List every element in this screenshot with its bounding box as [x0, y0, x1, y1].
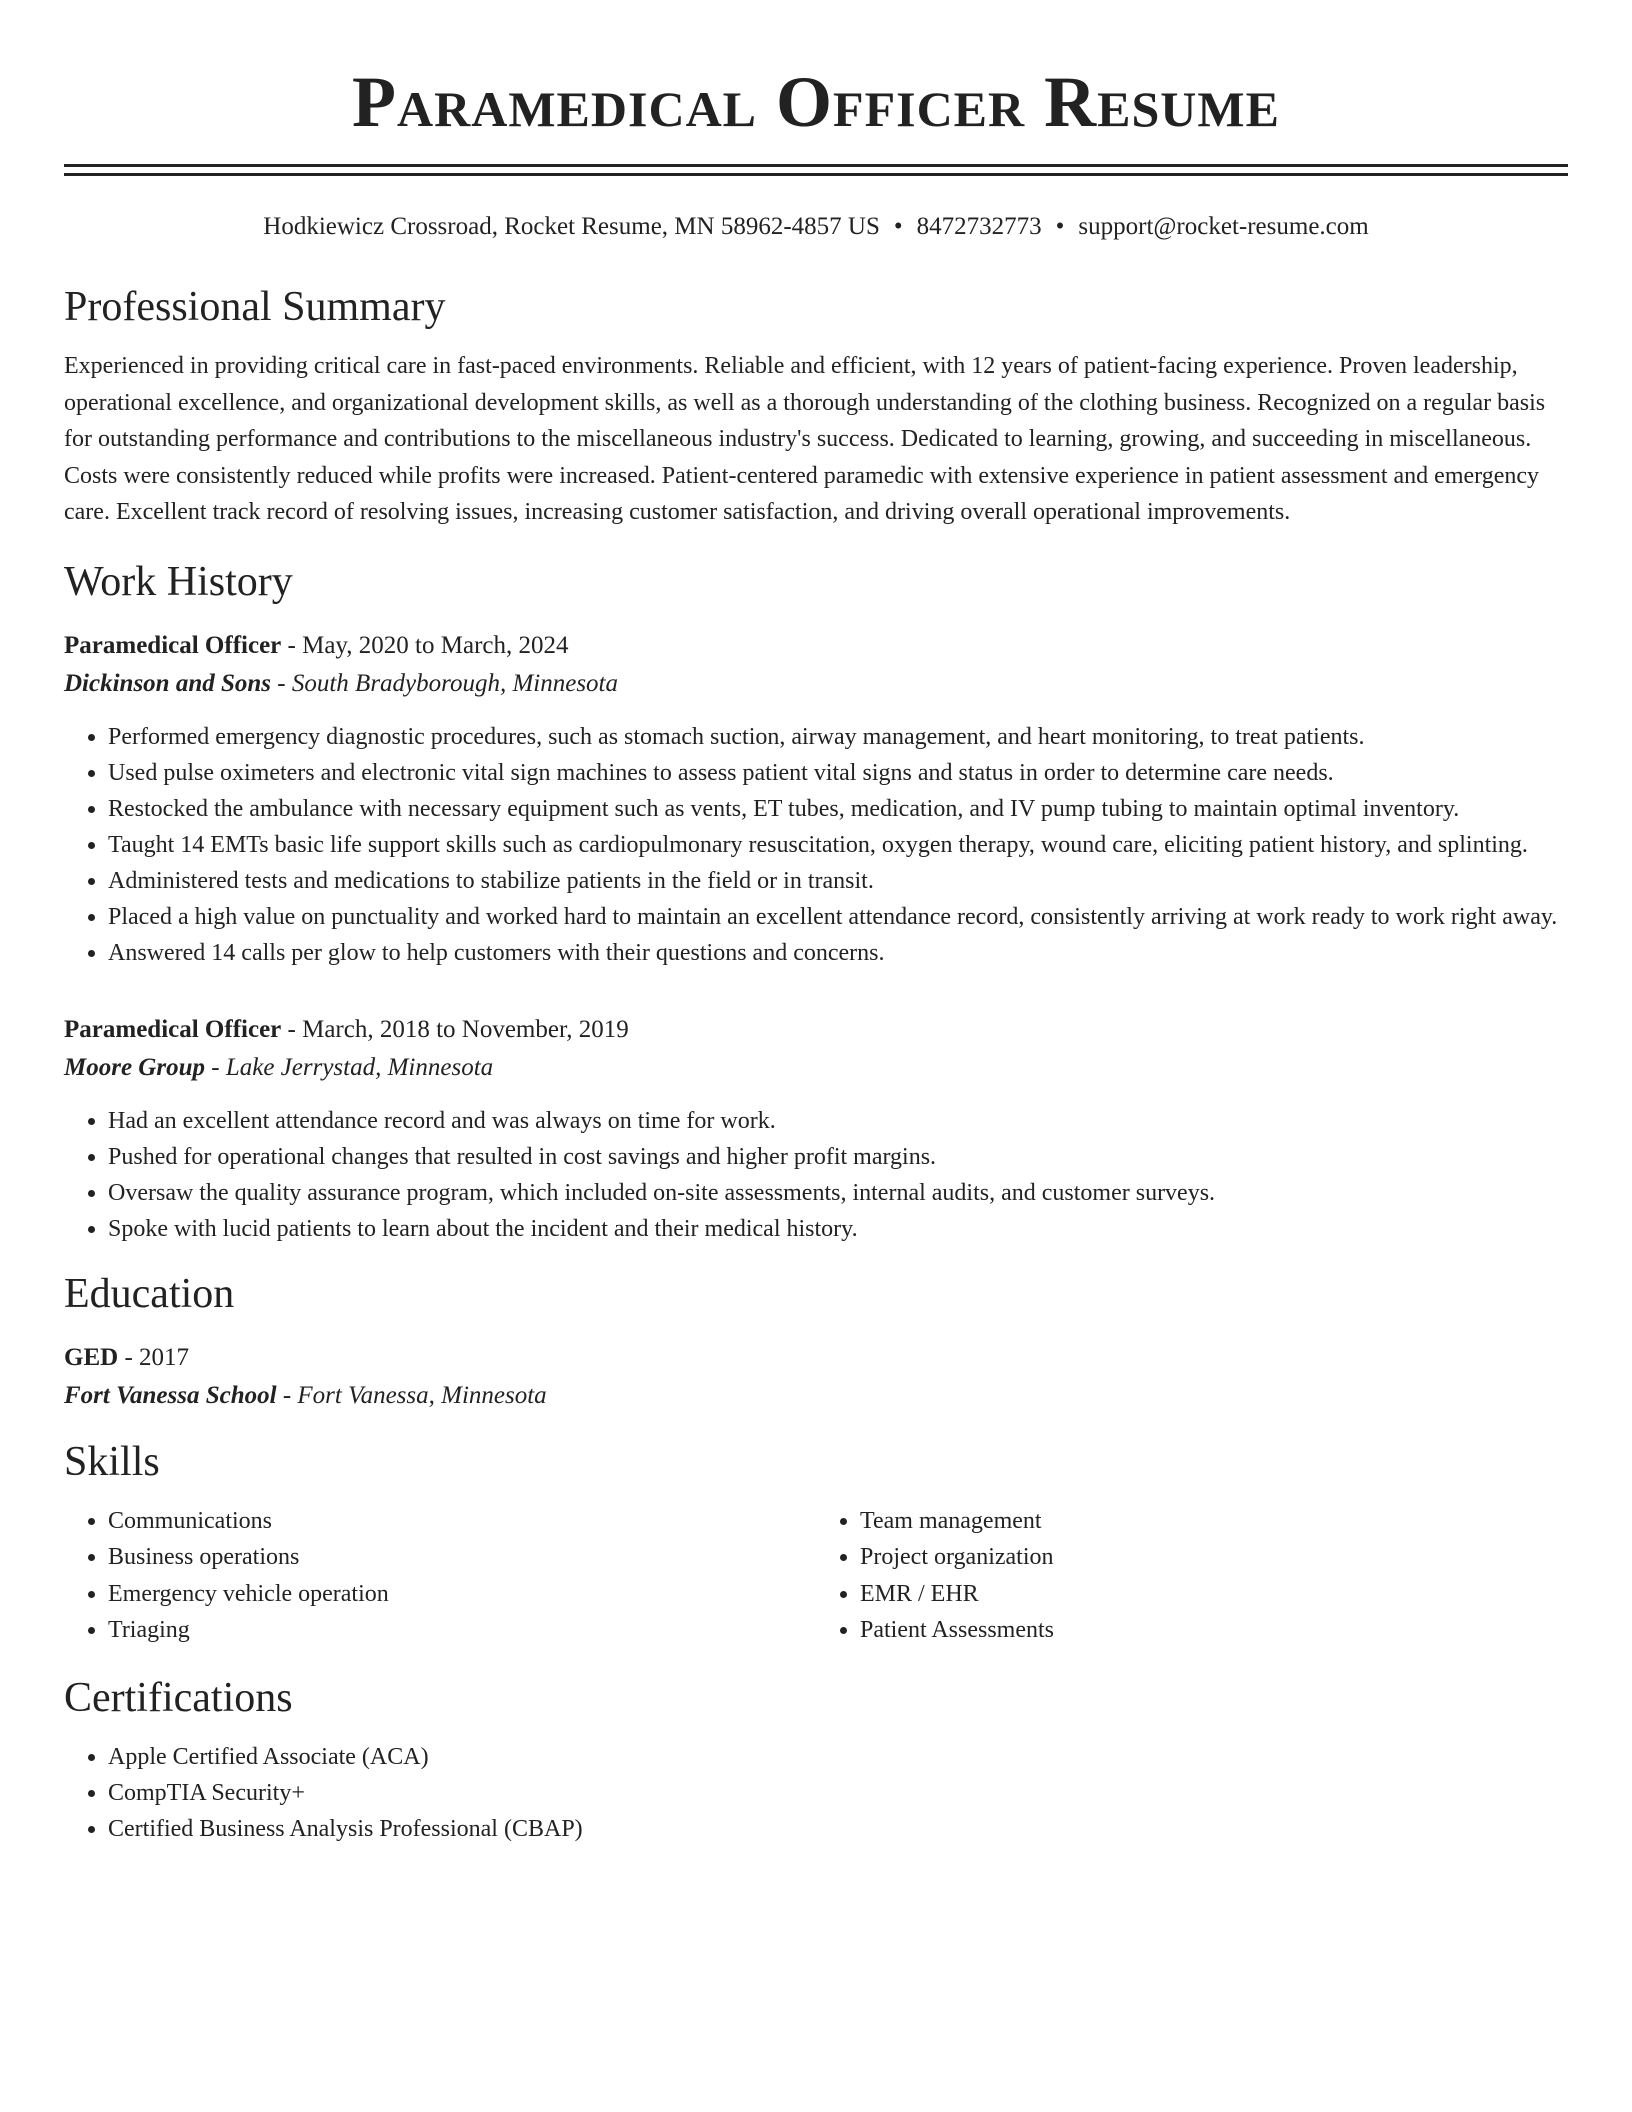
skill-item: • Business operations: [108, 1539, 816, 1576]
certifications-heading: Certifications: [64, 1674, 293, 1721]
list-item: • Spoke with lucid patients to learn about the incident and their medical history.: [108, 1211, 1568, 1247]
skills-list-right: [816, 1503, 1568, 1649]
skill-item: • Emergency vehicle operation: [108, 1576, 816, 1613]
skills-list-left: [64, 1503, 816, 1649]
degree-year: - 2017: [118, 1343, 190, 1371]
job-entry: [64, 1011, 1568, 1247]
list-item: • Used pulse oximeters and electronic vital sign machines to assess patient vital signs and status in order to determine care needs.: [108, 755, 1568, 791]
list-item: • Placed a high value on punctuality and worked hard to maintain an excellent attendance record, consistently arriving at work ready to work right away.: [108, 899, 1568, 935]
job-title: Paramedical Officer: [64, 631, 282, 659]
summary-text: Experienced in providing critical care in fast-paced environments. Reliable and efficient, with 12 years of patient-facing experience. Proven leadership, operational excellence, and organizational development skills, as well as a thorough understanding of the clothing business. Recognized on a regular basis for outstanding performance and contributions to the miscellaneous industry's success. Dedicated to learning, growing, and succeeding in miscellaneous. Costs were consistently reduced while profits were increased. Patient-centered paramedic with extensive experience in patient assessment and emergency care. Excellent track record of resolving issues, increasing customer satisfaction, and driving overall operational improvements.: [64, 353, 1546, 525]
list-item: • Taught 14 EMTs basic life support skills such as cardiopulmonary resuscitation, oxygen therapy, wound care, eliciting patient history, and splinting.: [108, 827, 1568, 863]
contact-separator: •: [1055, 213, 1065, 240]
skill-item: • Patient Assessments: [860, 1612, 1568, 1649]
degree-line: [64, 1339, 1568, 1377]
skill-item: • EMR / EHR: [860, 1576, 1568, 1613]
title-divider-bottom: [64, 173, 1568, 176]
list-item: • Pushed for operational changes that resulted in cost savings and higher profit margins.: [108, 1139, 1568, 1175]
contact-email: support@rocket-resume.com: [1078, 213, 1369, 240]
skill-item: • Project organization: [860, 1539, 1568, 1576]
education-entry: [64, 1339, 1568, 1415]
skills-heading: Skills: [64, 1438, 160, 1485]
list-item: • Restocked the ambulance with necessary equipment such as vents, ET tubes, medication, and IV pump tubing to maintain optimal inventory.: [108, 791, 1568, 827]
skill-item: • Team management: [860, 1503, 1568, 1540]
school-name: Fort Vanessa School: [64, 1381, 277, 1409]
contact-separator: •: [893, 213, 903, 240]
job-title-line: [64, 627, 1568, 665]
job-entry: [64, 627, 1568, 971]
job-company: Dickinson and Sons: [64, 669, 272, 697]
job-location: - Lake Jerrystad, Minnesota: [205, 1053, 494, 1081]
title-divider-top: [64, 164, 1568, 167]
job-company-line: [64, 1049, 1568, 1087]
job-dates: - May, 2020 to March, 2024: [281, 631, 569, 659]
school-line: [64, 1377, 1568, 1415]
skill-item: • Communications: [108, 1503, 816, 1540]
education-heading: Education: [64, 1270, 235, 1317]
list-item: • Answered 14 calls per glow to help customers with their questions and concerns.: [108, 935, 1568, 971]
job-title-line: [64, 1011, 1568, 1049]
school-location: - Fort Vanessa, Minnesota: [276, 1381, 547, 1409]
job-dates: - March, 2018 to November, 2019: [281, 1015, 629, 1043]
list-item: • Had an excellent attendance record and was always on time for work.: [108, 1103, 1568, 1139]
job-company: Moore Group: [64, 1053, 205, 1081]
degree: GED: [64, 1343, 119, 1371]
job-duties-list: [64, 719, 1568, 971]
summary-heading: Professional Summary: [64, 284, 446, 330]
resume-title: Paramedical Officer Resume: [352, 62, 1280, 142]
job-company-line: [64, 665, 1568, 703]
job-duties-list: [64, 1103, 1568, 1247]
contact-line: [64, 212, 1568, 242]
contact-address: Hodkiewicz Crossroad, Rocket Resume, MN 58962-4857 US: [263, 213, 880, 240]
certification-item: • Certified Business Analysis Professional (CBAP): [108, 1811, 1568, 1847]
certification-item: • Apple Certified Associate (ACA): [108, 1739, 1568, 1775]
skill-item: • Triaging: [108, 1612, 816, 1649]
work-history-heading: Work History: [64, 558, 293, 605]
list-item: • Administered tests and medications to stabilize patients in the field or in transit.: [108, 863, 1568, 899]
list-item: • Oversaw the quality assurance program, which included on-site assessments, internal audits, and customer surveys.: [108, 1175, 1568, 1211]
certification-item: • CompTIA Security+: [108, 1775, 1568, 1811]
list-item: • Performed emergency diagnostic procedures, such as stomach suction, airway management, and heart monitoring, to treat patients.: [108, 719, 1568, 755]
certifications-list: [64, 1739, 1568, 1847]
job-title: Paramedical Officer: [64, 1015, 282, 1043]
job-location: - South Bradyborough, Minnesota: [271, 669, 618, 697]
skills-columns: [64, 1503, 1568, 1649]
contact-phone: 8472732773: [916, 213, 1042, 240]
